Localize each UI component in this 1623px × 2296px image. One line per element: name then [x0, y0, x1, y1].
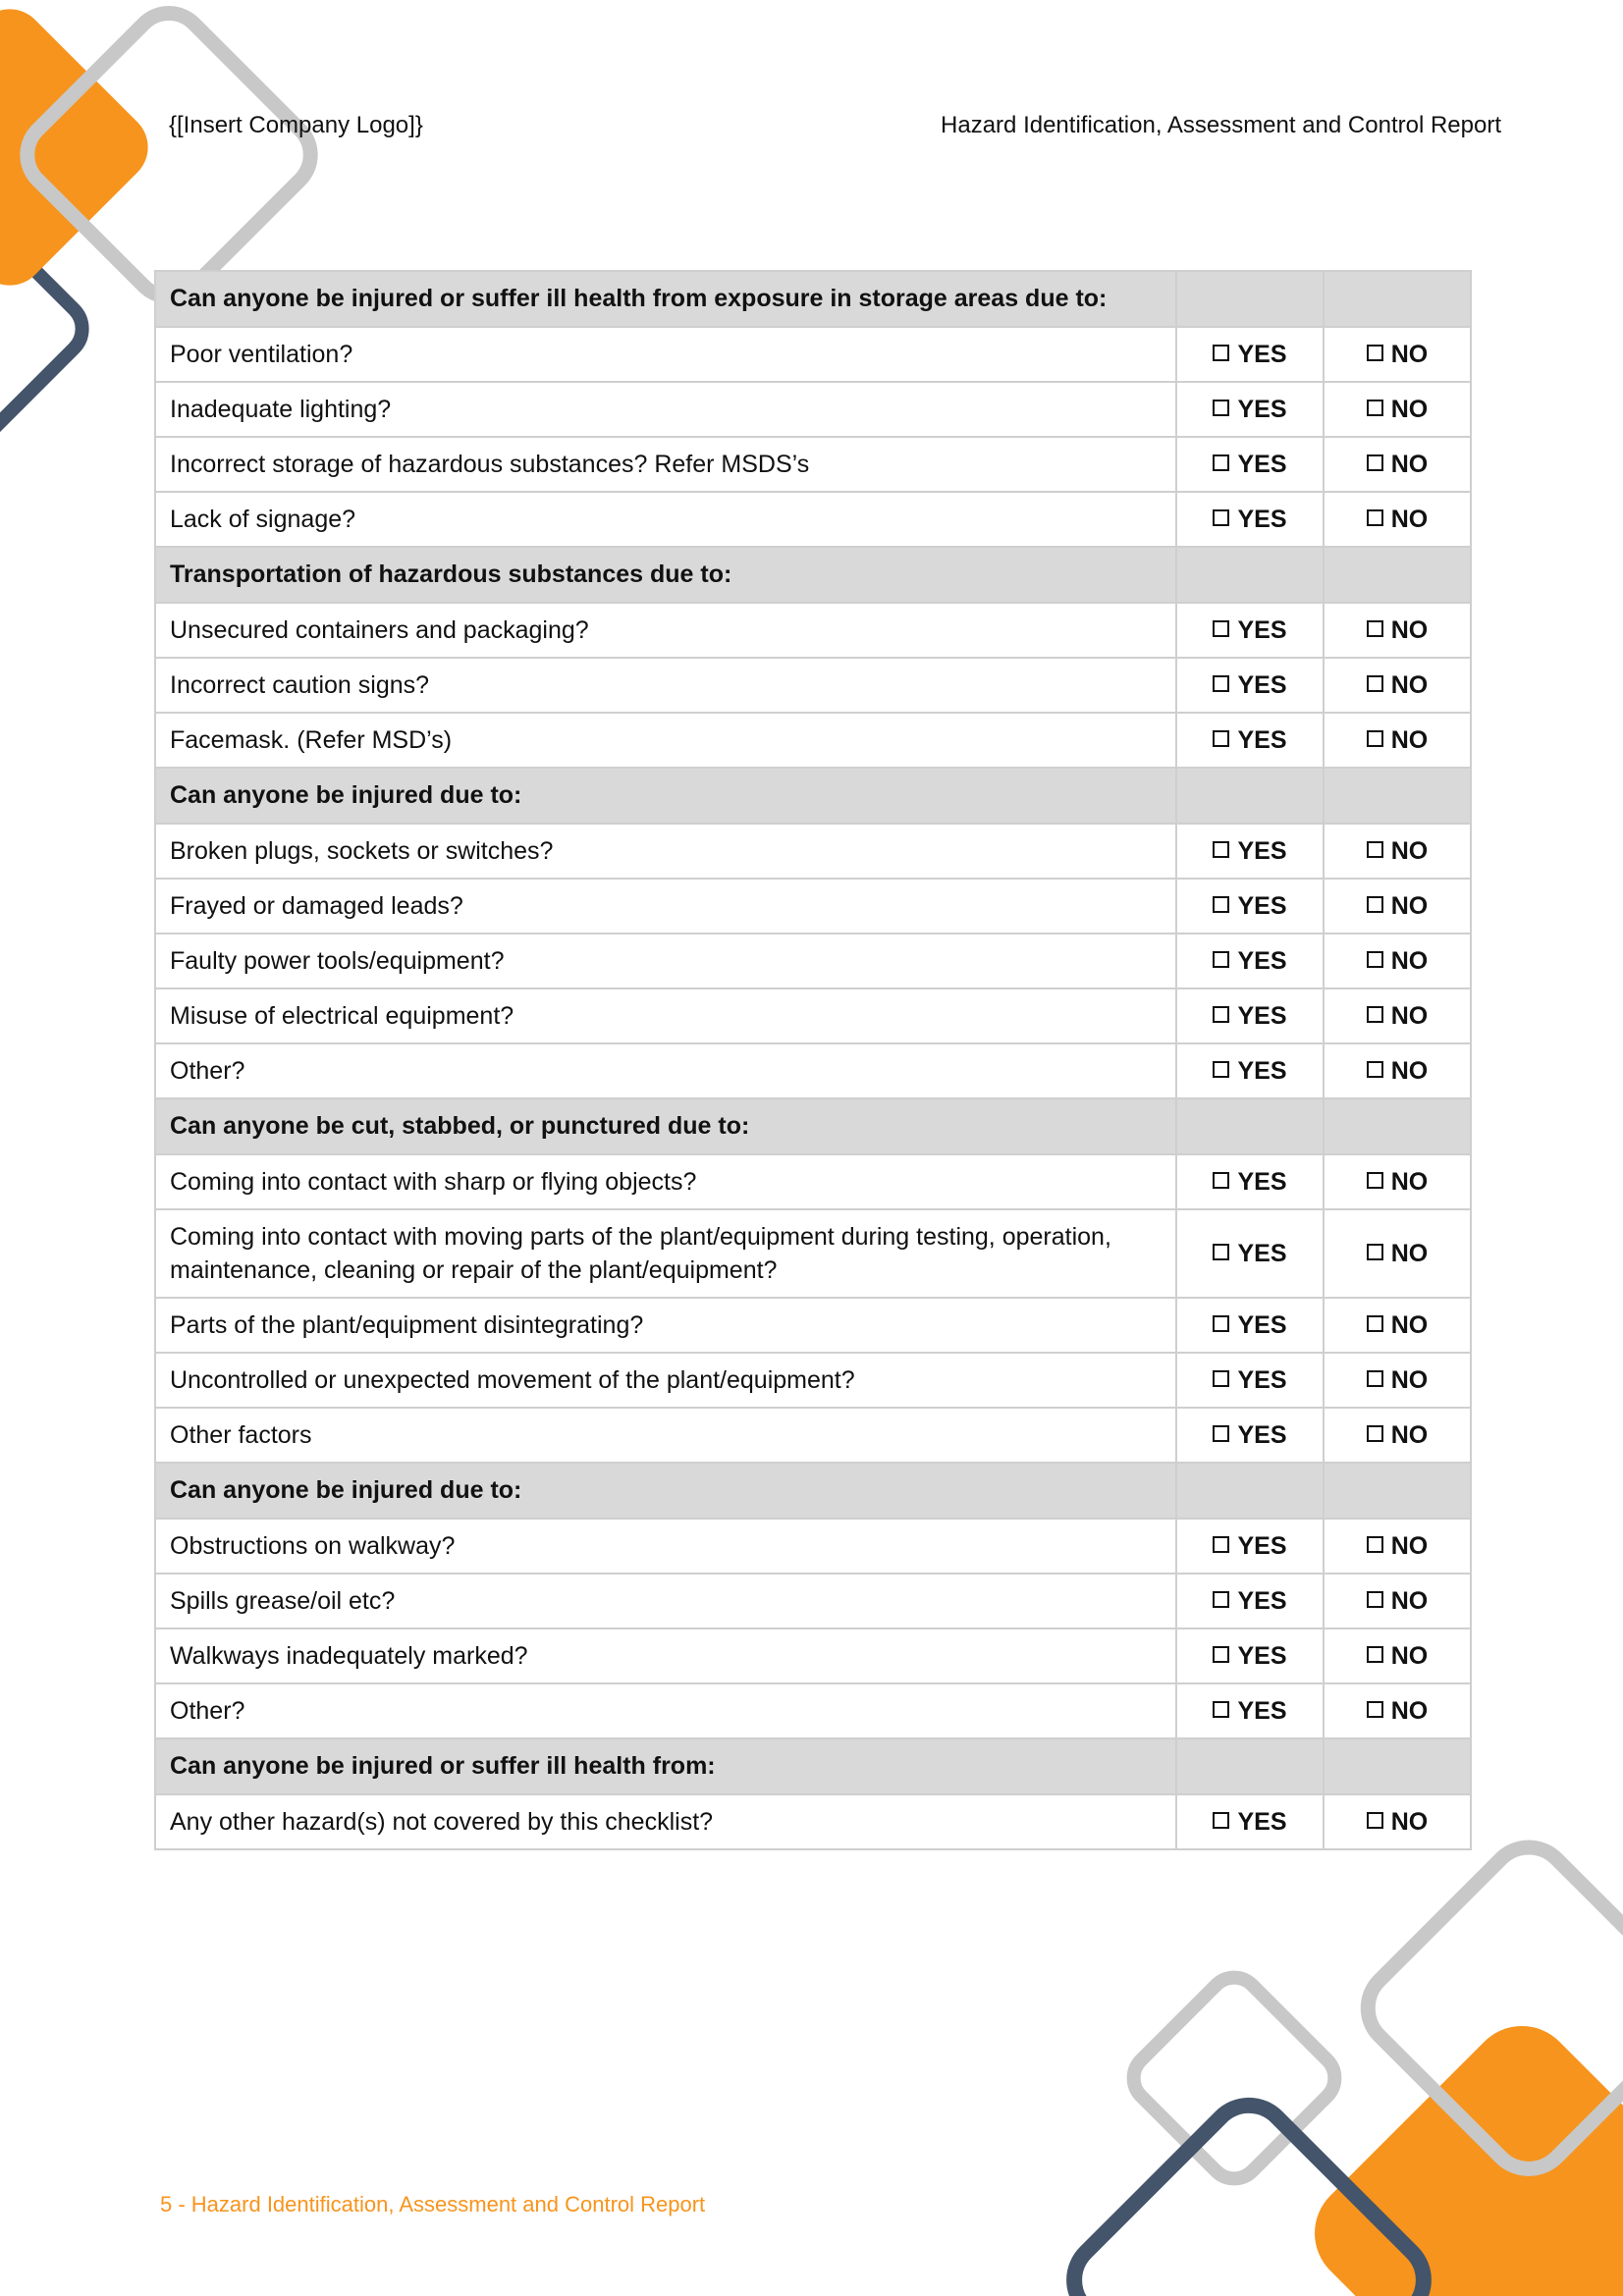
no-option-label: NO [1390, 340, 1429, 368]
yes-option-cell[interactable] [1176, 492, 1324, 547]
checklist-row [155, 1408, 1471, 1463]
no-checkbox-icon[interactable] [1367, 620, 1383, 637]
no-option-label: NO [1390, 1001, 1429, 1030]
yes-checkbox-icon[interactable] [1213, 896, 1229, 913]
deco-navy-square-top [0, 211, 93, 447]
hazard-question: Uncontrolled or unexpected movement of the plant/equipment? [155, 1353, 1176, 1408]
hazard-question: Incorrect caution signs? [155, 658, 1176, 713]
yes-option-cell[interactable] [1176, 988, 1324, 1043]
hazard-question: Inadequate lighting? [155, 382, 1176, 437]
no-option-label: NO [1390, 450, 1429, 478]
deco-gray-square-top [13, 0, 325, 311]
no-option-label: NO [1390, 1420, 1429, 1449]
section-header-empty-cell [1176, 1738, 1324, 1794]
yes-option-cell[interactable] [1176, 437, 1324, 492]
yes-checkbox-icon[interactable] [1213, 730, 1229, 747]
yes-option-label: YES [1237, 615, 1287, 644]
yes-checkbox-icon[interactable] [1213, 1061, 1229, 1078]
checklist-row [155, 934, 1471, 988]
section-title: Transportation of hazardous substances due to: [155, 547, 1176, 603]
yes-checkbox-icon[interactable] [1213, 1812, 1229, 1829]
no-checkbox-icon[interactable] [1367, 1536, 1383, 1553]
no-checkbox-icon[interactable] [1367, 1425, 1383, 1442]
yes-checkbox-icon[interactable] [1213, 1370, 1229, 1387]
yes-option-cell[interactable] [1176, 327, 1324, 382]
yes-checkbox-icon[interactable] [1213, 509, 1229, 526]
yes-option-cell[interactable] [1176, 658, 1324, 713]
checklist-row [155, 1574, 1471, 1629]
yes-option-label: YES [1237, 670, 1287, 699]
checklist-row [155, 603, 1471, 658]
no-option-label: NO [1390, 1641, 1429, 1670]
checklist-row [155, 1209, 1471, 1298]
no-checkbox-icon[interactable] [1367, 1172, 1383, 1189]
yes-option-label: YES [1237, 505, 1287, 533]
no-checkbox-icon[interactable] [1367, 1646, 1383, 1663]
section-header-empty-cell [1324, 271, 1471, 327]
no-option-label: NO [1390, 1056, 1429, 1085]
checklist-row [155, 1353, 1471, 1408]
hazard-question: Broken plugs, sockets or switches? [155, 824, 1176, 879]
yes-checkbox-icon[interactable] [1213, 345, 1229, 361]
yes-option-cell[interactable] [1176, 1298, 1324, 1353]
yes-checkbox-icon[interactable] [1213, 1244, 1229, 1260]
no-option-cell[interactable] [1324, 1629, 1471, 1683]
hazard-question: Other? [155, 1043, 1176, 1098]
yes-option-label: YES [1237, 395, 1287, 423]
section-title: Can anyone be injured or suffer ill health from exposure in storage areas due to: [155, 271, 1176, 327]
checklist-row [155, 1629, 1471, 1683]
no-checkbox-icon[interactable] [1367, 951, 1383, 968]
no-checkbox-icon[interactable] [1367, 509, 1383, 526]
hazard-question: Frayed or damaged leads? [155, 879, 1176, 934]
no-checkbox-icon[interactable] [1367, 730, 1383, 747]
yes-option-cell[interactable] [1176, 382, 1324, 437]
yes-checkbox-icon[interactable] [1213, 1591, 1229, 1608]
section-title: Can anyone be injured or suffer ill health from: [155, 1738, 1176, 1794]
yes-option-cell[interactable] [1176, 1209, 1324, 1298]
no-checkbox-icon[interactable] [1367, 841, 1383, 858]
section-header-row [155, 1738, 1471, 1794]
section-header-row [155, 547, 1471, 603]
checklist-row [155, 1043, 1471, 1098]
hazard-question: Coming into contact with moving parts of the plant/equipment during testing, operation, maintenance, cleaning or repair of the plant/equipment? [155, 1209, 1176, 1298]
no-option-label: NO [1390, 891, 1429, 920]
deco-gray-square-bottom-small [1123, 1967, 1345, 2189]
hazard-question: Facemask. (Refer MSD’s) [155, 713, 1176, 768]
section-header-row [155, 1463, 1471, 1519]
hazard-question: Poor ventilation? [155, 327, 1176, 382]
hazard-question: Misuse of electrical equipment? [155, 988, 1176, 1043]
no-checkbox-icon[interactable] [1367, 1701, 1383, 1718]
no-checkbox-icon[interactable] [1367, 1315, 1383, 1332]
no-option-label: NO [1390, 1807, 1429, 1836]
report-title-header: Hazard Identification, Assessment and Control Report [941, 112, 1501, 138]
no-checkbox-icon[interactable] [1367, 1006, 1383, 1023]
yes-option-cell[interactable] [1176, 603, 1324, 658]
no-option-label: NO [1390, 836, 1429, 865]
no-checkbox-icon[interactable] [1367, 675, 1383, 692]
no-checkbox-icon[interactable] [1367, 1591, 1383, 1608]
checklist-row [155, 382, 1471, 437]
yes-option-label: YES [1237, 1696, 1287, 1725]
yes-option-label: YES [1237, 1420, 1287, 1449]
no-option-cell[interactable] [1324, 1209, 1471, 1298]
no-option-label: NO [1390, 1365, 1429, 1394]
yes-option-label: YES [1237, 1167, 1287, 1196]
section-header-empty-cell [1176, 271, 1324, 327]
hazard-question: Faulty power tools/equipment? [155, 934, 1176, 988]
checklist-row [155, 327, 1471, 382]
yes-option-label: YES [1237, 891, 1287, 920]
section-header-empty-cell [1176, 547, 1324, 603]
yes-checkbox-icon[interactable] [1213, 1315, 1229, 1332]
checklist-row [155, 1154, 1471, 1209]
yes-option-label: YES [1237, 1240, 1287, 1267]
yes-option-label: YES [1237, 946, 1287, 975]
yes-option-cell[interactable] [1176, 1408, 1324, 1463]
hazard-question: Coming into contact with sharp or flying objects? [155, 1154, 1176, 1209]
hazard-question: Other? [155, 1683, 1176, 1738]
yes-option-label: YES [1237, 1641, 1287, 1670]
no-checkbox-icon[interactable] [1367, 1244, 1383, 1260]
yes-checkbox-icon[interactable] [1213, 675, 1229, 692]
no-option-cell[interactable] [1324, 437, 1471, 492]
no-option-cell[interactable] [1324, 1353, 1471, 1408]
yes-checkbox-icon[interactable] [1213, 1646, 1229, 1663]
yes-option-label: YES [1237, 1310, 1287, 1339]
no-checkbox-icon[interactable] [1367, 896, 1383, 913]
no-option-cell[interactable] [1324, 492, 1471, 547]
section-header-empty-cell [1324, 1463, 1471, 1519]
no-option-cell[interactable] [1324, 603, 1471, 658]
no-checkbox-icon[interactable] [1367, 345, 1383, 361]
checklist-row [155, 1519, 1471, 1574]
section-header-empty-cell [1324, 1098, 1471, 1154]
checklist-row [155, 824, 1471, 879]
no-option-label: NO [1390, 1310, 1429, 1339]
section-header-empty-cell [1176, 768, 1324, 824]
yes-option-label: YES [1237, 1056, 1287, 1085]
section-header-row [155, 1098, 1471, 1154]
no-option-cell[interactable] [1324, 327, 1471, 382]
yes-option-cell[interactable] [1176, 879, 1324, 934]
no-option-cell[interactable] [1324, 988, 1471, 1043]
yes-checkbox-icon[interactable] [1213, 1006, 1229, 1023]
hazard-question: Walkways inadequately marked? [155, 1629, 1176, 1683]
no-checkbox-icon[interactable] [1367, 400, 1383, 416]
page-footer: 5 - Hazard Identification, Assessment and Control Report [160, 2192, 706, 2216]
hazard-checklist-table [154, 270, 1472, 1850]
yes-option-cell[interactable] [1176, 1519, 1324, 1574]
yes-checkbox-icon[interactable] [1213, 400, 1229, 416]
no-option-cell[interactable] [1324, 934, 1471, 988]
no-option-label: NO [1390, 1531, 1429, 1560]
no-option-cell[interactable] [1324, 382, 1471, 437]
deco-navy-square-bottom [1058, 2089, 1440, 2296]
section-title: Can anyone be injured due to: [155, 768, 1176, 824]
hazard-question: Other factors [155, 1408, 1176, 1463]
yes-option-label: YES [1237, 836, 1287, 865]
no-option-label: NO [1390, 395, 1429, 423]
section-header-empty-cell [1324, 547, 1471, 603]
yes-option-label: YES [1237, 1531, 1287, 1560]
deco-orange-square-top [0, 0, 163, 300]
yes-option-cell[interactable] [1176, 713, 1324, 768]
deco-orange-square-bottom [1293, 2004, 1623, 2296]
yes-option-cell[interactable] [1176, 1043, 1324, 1098]
no-option-label: NO [1390, 1240, 1429, 1267]
section-header-row [155, 271, 1471, 327]
yes-checkbox-icon[interactable] [1213, 841, 1229, 858]
no-option-cell[interactable] [1324, 1683, 1471, 1738]
yes-option-label: YES [1237, 340, 1287, 368]
no-option-cell[interactable] [1324, 1574, 1471, 1629]
yes-option-cell[interactable] [1176, 1353, 1324, 1408]
no-option-label: NO [1390, 670, 1429, 699]
no-option-cell[interactable] [1324, 824, 1471, 879]
yes-option-cell[interactable] [1176, 1683, 1324, 1738]
section-title: Can anyone be injured due to: [155, 1463, 1176, 1519]
company-logo-placeholder: {[Insert Company Logo]} [169, 112, 423, 138]
yes-checkbox-icon[interactable] [1213, 1701, 1229, 1718]
yes-checkbox-icon[interactable] [1213, 1536, 1229, 1553]
section-header-empty-cell [1176, 1098, 1324, 1154]
yes-option-cell[interactable] [1176, 1154, 1324, 1209]
yes-option-label: YES [1237, 1001, 1287, 1030]
no-option-label: NO [1390, 1586, 1429, 1615]
yes-option-cell[interactable] [1176, 934, 1324, 988]
section-header-empty-cell [1176, 1463, 1324, 1519]
deco-gray-square-bottom-large [1352, 1831, 1623, 2185]
no-checkbox-icon[interactable] [1367, 454, 1383, 471]
yes-option-cell[interactable] [1176, 1794, 1324, 1849]
section-header-empty-cell [1324, 1738, 1471, 1794]
no-option-cell[interactable] [1324, 1154, 1471, 1209]
yes-option-label: YES [1237, 1586, 1287, 1615]
checklist-row [155, 658, 1471, 713]
yes-option-label: YES [1237, 725, 1287, 754]
hazard-question: Any other hazard(s) not covered by this checklist? [155, 1794, 1176, 1849]
no-option-cell[interactable] [1324, 1043, 1471, 1098]
no-option-cell[interactable] [1324, 1519, 1471, 1574]
section-header-empty-cell [1324, 768, 1471, 824]
no-option-cell[interactable] [1324, 1298, 1471, 1353]
checklist-row [155, 879, 1471, 934]
hazard-question: Parts of the plant/equipment disintegrating? [155, 1298, 1176, 1353]
yes-checkbox-icon[interactable] [1213, 620, 1229, 637]
checklist-row [155, 1683, 1471, 1738]
no-checkbox-icon[interactable] [1367, 1370, 1383, 1387]
no-option-label: NO [1390, 505, 1429, 533]
yes-option-cell[interactable] [1176, 824, 1324, 879]
checklist-row [155, 1298, 1471, 1353]
hazard-question: Obstructions on walkway? [155, 1519, 1176, 1574]
yes-checkbox-icon[interactable] [1213, 1425, 1229, 1442]
yes-option-label: YES [1237, 1365, 1287, 1394]
yes-option-label: YES [1237, 450, 1287, 478]
no-option-label: NO [1390, 946, 1429, 975]
yes-option-cell[interactable] [1176, 1574, 1324, 1629]
checklist-row [155, 437, 1471, 492]
yes-option-label: YES [1237, 1807, 1287, 1836]
hazard-question: Incorrect storage of hazardous substances? Refer MSDS’s [155, 437, 1176, 492]
no-option-cell[interactable] [1324, 1408, 1471, 1463]
no-option-cell[interactable] [1324, 879, 1471, 934]
checklist-row [155, 713, 1471, 768]
hazard-question: Lack of signage? [155, 492, 1176, 547]
section-header-row [155, 768, 1471, 824]
no-option-cell[interactable] [1324, 713, 1471, 768]
checklist-row [155, 988, 1471, 1043]
no-option-label: NO [1390, 1167, 1429, 1196]
no-option-cell[interactable] [1324, 658, 1471, 713]
yes-checkbox-icon[interactable] [1213, 454, 1229, 471]
no-option-label: NO [1390, 615, 1429, 644]
hazard-question: Unsecured containers and packaging? [155, 603, 1176, 658]
hazard-question: Spills grease/oil etc? [155, 1574, 1176, 1629]
no-option-label: NO [1390, 1696, 1429, 1725]
checklist-row [155, 1794, 1471, 1849]
no-checkbox-icon[interactable] [1367, 1061, 1383, 1078]
checklist-row [155, 492, 1471, 547]
no-option-cell[interactable] [1324, 1794, 1471, 1849]
yes-checkbox-icon[interactable] [1213, 951, 1229, 968]
yes-checkbox-icon[interactable] [1213, 1172, 1229, 1189]
no-option-label: NO [1390, 725, 1429, 754]
yes-option-cell[interactable] [1176, 1629, 1324, 1683]
no-checkbox-icon[interactable] [1367, 1812, 1383, 1829]
section-title: Can anyone be cut, stabbed, or punctured due to: [155, 1098, 1176, 1154]
